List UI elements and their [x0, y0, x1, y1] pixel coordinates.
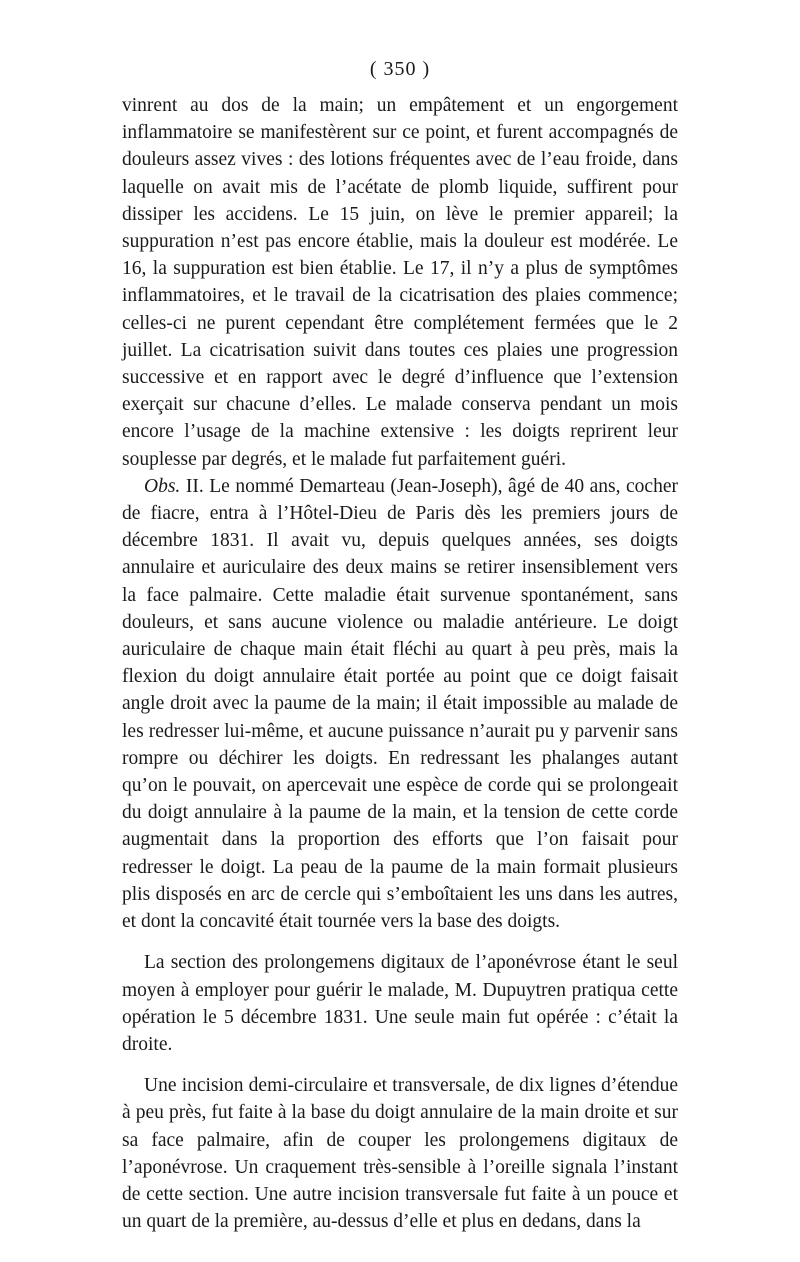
paragraph-obs-2 [122, 473, 678, 935]
observation-text: II. Le nommé Demarteau (Jean-Joseph), âgé de 40 ans, cocher de fiacre, entra à l’Hôtel-Dieu de Paris dès les premiers jours de décembre 1831. Il avait vu, depuis quelques années, ses doigts annulaire et auriculaire des deux mains se retirer insensiblement vers la face palmaire. Cette maladie était survenue spontanément, sans douleurs, et sans aucune violence ou maladie antérieure. Le doigt auriculaire de chaque main était fléchi au quart à peu près, mais la flexion du doigt annulaire était portée au point que ce doigt faisait angle droit avec la paume de la main; il était impossible au malade de les redresser lui-même, et aucune puissance n’aurait pu y parvenir sans rompre ou déchirer les doigts. En redressant les phalanges autant qu’on le pouvait, on apercevait une espèce de corde qui se prolongeait du doigt annulaire à la paume de la main, et la tension de cette corde augmentait dans la proportion des efforts que l’on faisait pour redresser le doigt. La peau de la paume de la main formait plusieurs plis disposés en arc de cercle qui s’emboîtaient les uns dans les autres, et dont la concavité était tournée vers la base des doigts. [122, 475, 678, 933]
body-text [122, 92, 678, 1235]
paragraph-1: vinrent au dos de la main; un empâtement et un engorgement inflammatoire se manifestèrent sur ce point, et furent accompagnés de douleurs assez vives : des lotions fréquentes avec de l’eau froide, dans laquelle on avait mis de l’acétate de plomb liquide, suffirent pour dissiper les accidens. Le 15 juin, on lève le premier appareil; la suppuration n’est pas encore établie, mais la douleur est modérée. Le 16, la suppuration est bien établie. Le 17, il n’y a plus de symptômes inflammatoires, et le travail de la cicatrisation des plaies commence; celles-ci ne purent cependant être complétement fermées que le 2 juillet. La cicatrisation suivit dans toutes ces plaies une progression successive et en rapport avec le degré d’influence que l’extension exerçait sur chacune d’elles. Le malade conserva pendant un mois encore l’usage de la machine extensive : les doigts reprirent leur souplesse par degrés, et le malade fut parfaitement guéri. [122, 95, 678, 470]
page-number: ( 350 ) [369, 58, 431, 80]
observation-label: Obs. [144, 475, 181, 497]
paragraph-4: Une incision demi-circulaire et transversale, de dix lignes d’étendue à peu près, fut faite à la base du doigt annulaire de la main droite et sur sa face palmaire, afin de couper les prolongemens digitaux de l’aponévrose. Un craquement très-sensible à l’oreille signala l’instant de cette section. Une autre incision transversale fut faite à un pouce et un quart de la première, au-dessus d’elle et plus en dedans, dans la [122, 1075, 678, 1233]
paragraph-3: La section des prolongemens digitaux de l’aponévrose étant le seul moyen à employer pour guérir le malade, M. Dupuytren pratiqua cette opération le 5 décembre 1831. Une seule main fut opérée : c’était la droite. [122, 952, 678, 1055]
